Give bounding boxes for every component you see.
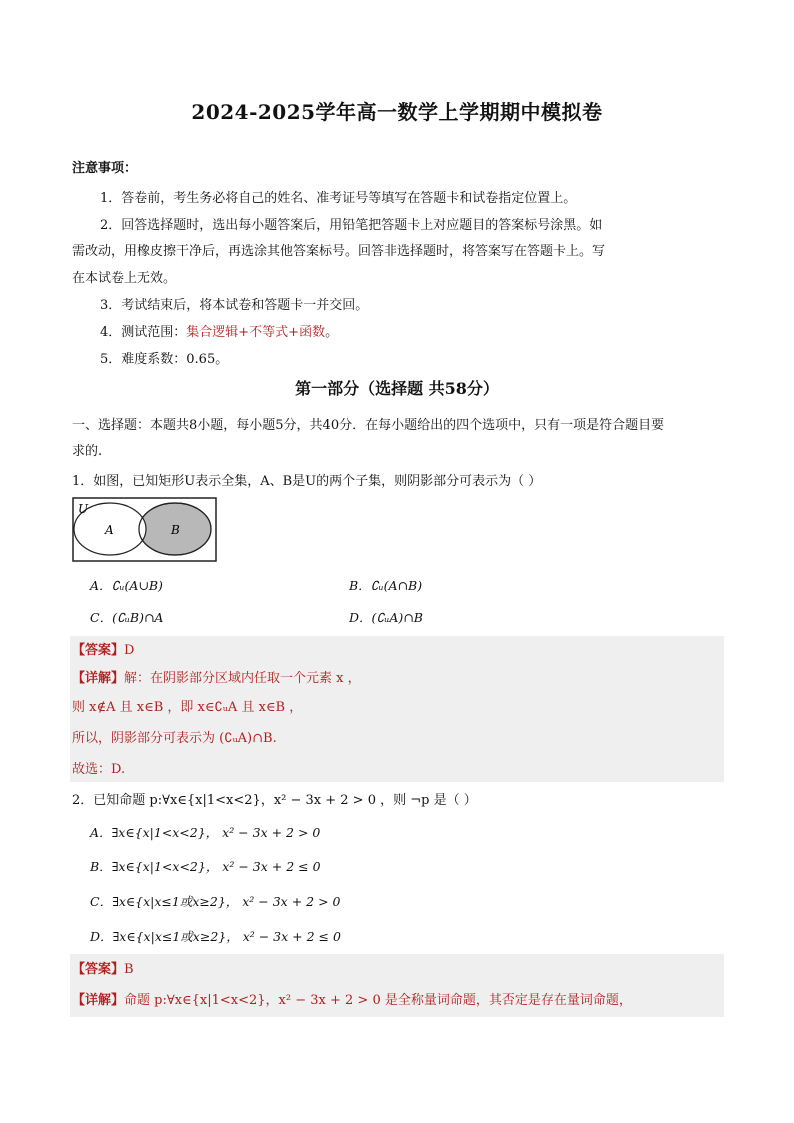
q2-detail-tag: 【详解】: [72, 993, 125, 1008]
notice-heading: 注意事项：: [72, 161, 138, 176]
q1-answer-tag: 【答案】: [72, 643, 125, 658]
test-range-label: 4．测试范围：: [100, 325, 187, 340]
q1-answer-value: D: [124, 643, 135, 658]
q2-detail-text: 是全称量词命题，其否定是存在量词命题，: [384, 993, 632, 1008]
notice-line-5: 5．难度系数：0.65。: [100, 352, 229, 367]
q1-option-d[interactable]: D．(∁ᵤA)∩B: [349, 610, 423, 625]
q1-detail-4: 故选：D.: [72, 762, 126, 777]
q1-stem: 1．如图，已知矩形U表示全集，A、B是U的两个子集，则阴影部分可表示为（ ）: [72, 474, 542, 489]
q1-detail-tag: 【详解】: [72, 671, 125, 686]
test-range-value: 集合逻辑+不等式+函数: [186, 325, 326, 340]
q2-option-d[interactable]: D．∃x∈{x|x≤1或x≥2}， x² − 3x + 2 ≤ 0: [90, 929, 341, 944]
notice-line-2a: 2．回答选择题时，选出每小题答案后，用铅笔把答题卡上对应题目的答案标号涂黑。如: [100, 218, 603, 233]
section-intro-a: 一、选择题：本题共8小题，每小题5分，共40分．在每小题给出的四个选项中，只有一项是符合题目要: [72, 418, 665, 433]
q2-answer: [72, 958, 134, 977]
q2-option-c[interactable]: C．∃x∈{x|x≤1或x≥2}， x² − 3x + 2 > 0: [90, 894, 341, 909]
q2-answer-tag: 【答案】: [72, 962, 125, 977]
test-range-end: 。: [325, 325, 339, 340]
section-intro-b: 求的.: [72, 444, 103, 459]
q1-option-a[interactable]: A．∁ᵤ(A∪B): [90, 578, 163, 593]
q1-answer: [72, 639, 134, 658]
venn-label-b: B: [171, 523, 180, 537]
q1-detail-1: [72, 667, 361, 686]
notice-line-2c: 在本试卷上无效。: [72, 271, 177, 286]
q1-detail-3: 所以，阴影部分可表示为 (∁ᵤA)∩B.: [72, 731, 277, 746]
venn-label-u: U: [78, 502, 89, 516]
notice-line-1: 1．答卷前，考生务必将自己的姓名、准考证号等填写在答题卡和试卷指定位置上。: [100, 191, 577, 206]
q1-detail-2: 则 x∉A 且 x∈B ，即 x∈∁ᵤA 且 x∈B ，: [72, 700, 303, 715]
q2-detail-math: 命题 p:∀x∈{x|1<x<2}，x² − 3x + 2 > 0: [124, 993, 385, 1008]
venn-label-a: A: [105, 523, 114, 537]
q2-stem: 2．已知命题 p:∀x∈{x|1<x<2}，x² − 3x + 2 > 0 ，则 ¬p 是（ ）: [72, 793, 477, 808]
q2-option-a[interactable]: A．∃x∈{x|1<x<2}， x² − 3x + 2 > 0: [90, 825, 321, 840]
venn-diagram: [72, 497, 218, 563]
q1-detail-text-1: 解：在阴影部分区域内任取一个元素 x ，: [124, 671, 361, 686]
q2-option-b[interactable]: B．∃x∈{x|1<x<2}， x² − 3x + 2 ≤ 0: [90, 859, 321, 874]
notice-line-2b: 需改动，用橡皮擦干净后，再选涂其他答案标号。回答非选择题时，将答案写在答题卡上。写: [72, 244, 606, 259]
q2-detail: [72, 989, 632, 1008]
notice-line-3: 3．考试结束后，将本试卷和答题卡一并交回。: [100, 298, 369, 313]
q2-answer-value: B: [124, 962, 134, 977]
section-title: 第一部分（选择题 共58分）: [295, 379, 499, 398]
q1-option-b[interactable]: B．∁ᵤ(A∩B): [349, 578, 423, 593]
q1-option-c[interactable]: C．(∁ᵤB)∩A: [90, 610, 164, 625]
notice-line-4: [100, 321, 338, 340]
page-title: 2024-2025学年高一数学上学期期中模拟卷: [191, 100, 603, 124]
